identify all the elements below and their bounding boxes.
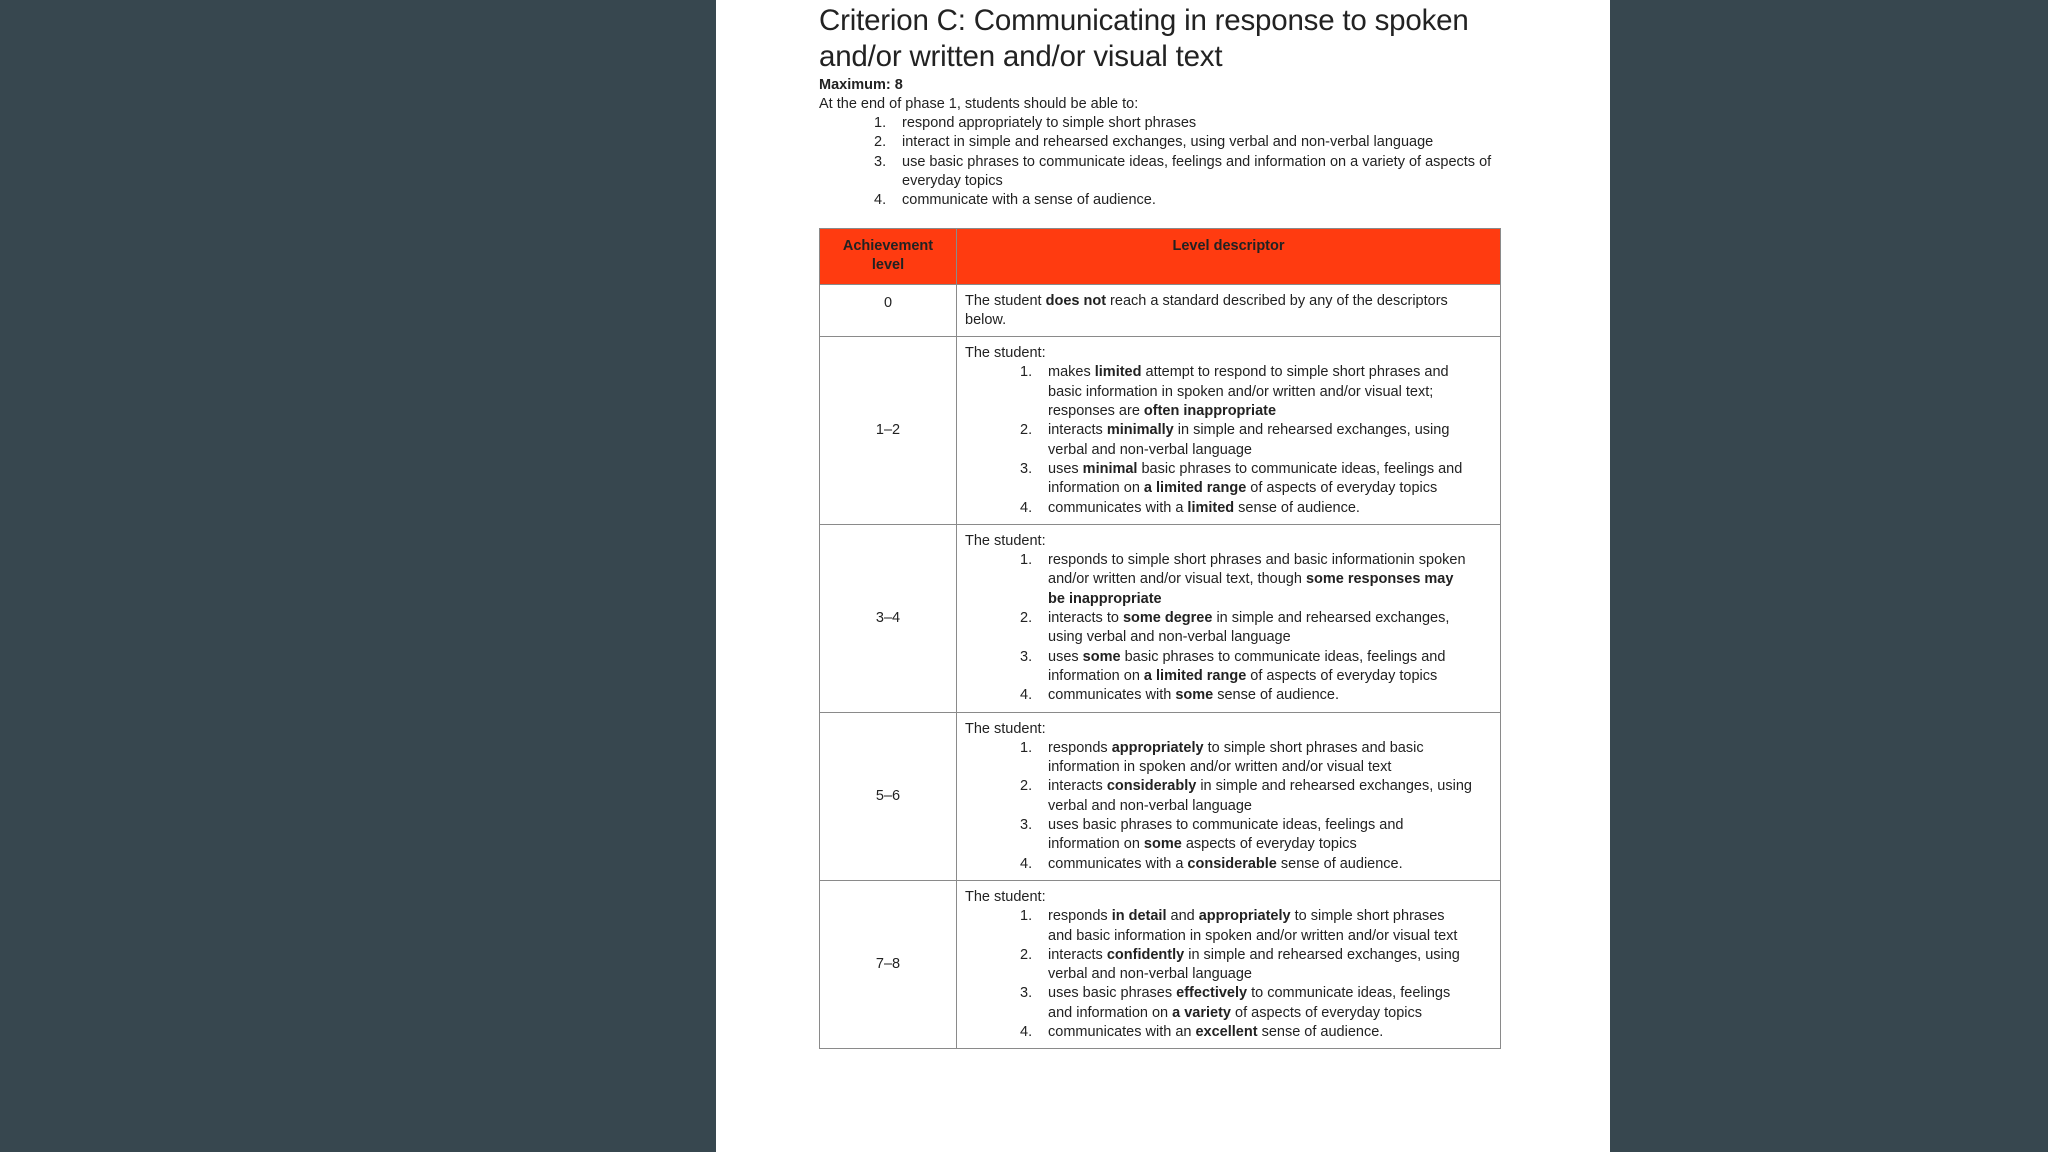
descriptor-text: The student (965, 292, 1046, 309)
rubric-row-7-8 (820, 880, 1501, 1048)
descriptor-text: uses basic phrases to communicate ideas, feelings and information on (1048, 817, 1404, 853)
descriptor-text: to simple short phrases and basic information in spoken and/or written and/or visual text (1048, 739, 1424, 776)
descriptor-item (965, 609, 1492, 648)
maximum-score: Maximum: 8 (819, 77, 903, 93)
rubric-row-3-4 (820, 524, 1501, 712)
achievement-level: 1–2 (820, 337, 957, 525)
objective-number: 2. (874, 134, 887, 151)
objective-number: 4. (874, 192, 887, 209)
descriptor-emphasis: a limited range (1143, 480, 1247, 497)
descriptor-number: 3. (1020, 985, 1033, 1002)
criterion-title: Criterion C: Communicating in response to spoken and/or written and/or visual text (819, 4, 1469, 73)
descriptor-lead: The student: (965, 345, 1046, 362)
level-descriptor-header: Level descriptor (957, 229, 1501, 285)
descriptor-number: 4. (1020, 1023, 1033, 1040)
descriptor-list (965, 363, 1492, 517)
descriptor-emphasis: excellent (1195, 1023, 1258, 1040)
descriptor-text: interacts (1048, 778, 1107, 795)
descriptor-lead: The student: (965, 720, 1046, 737)
descriptor-text: in simple and rehearsed exchanges, using verbal and non-verbal language (1048, 422, 1450, 458)
level-descriptor (957, 524, 1501, 712)
descriptor-item (965, 551, 1492, 609)
descriptor-text: communicates with a (1048, 499, 1188, 516)
descriptor-number: 4. (1020, 687, 1033, 704)
objective-number: 1. (874, 115, 887, 131)
descriptor-text: communicates with (1048, 687, 1176, 704)
level-descriptor (957, 712, 1501, 880)
descriptor-emphasis: often inappropriate (1143, 403, 1277, 420)
objective-item (819, 133, 1509, 152)
rubric-row-5-6 (820, 712, 1501, 880)
descriptor-text: uses (1048, 460, 1083, 477)
descriptor-item (965, 460, 1492, 499)
descriptor-number: 2. (1020, 778, 1033, 795)
descriptor-text: sense of audience. (1276, 855, 1403, 872)
descriptor-emphasis: considerably (1106, 778, 1197, 795)
descriptor-item (965, 907, 1492, 946)
descriptor-number: 2. (1020, 422, 1033, 439)
descriptor-item (965, 648, 1492, 687)
rubric-row-0 (820, 284, 1501, 337)
descriptor-text: responds (1048, 908, 1112, 925)
descriptor-text: interacts (1048, 422, 1107, 439)
descriptor-text: sense of audience. (1234, 499, 1360, 516)
descriptor-text: reach a standard described by any of the descriptors below. (965, 292, 1448, 328)
objective-item (819, 191, 1509, 210)
descriptor-list (965, 551, 1492, 705)
objective-text: communicate with a sense of audience. (902, 192, 1156, 209)
descriptor-emphasis: limited (1187, 499, 1235, 516)
descriptor-emphasis: some responses may be inappropriate (1048, 571, 1454, 607)
descriptor-item (965, 816, 1492, 855)
descriptor-text: of aspects of everyday topics (1231, 1004, 1423, 1021)
achievement-level: 7–8 (820, 880, 957, 1048)
descriptor-emphasis: does not (1045, 292, 1107, 309)
descriptor-text: interacts to (1048, 610, 1123, 627)
descriptor-item (965, 686, 1492, 705)
descriptor-number: 3. (1020, 817, 1033, 834)
descriptor-emphasis: a variety (1172, 1004, 1231, 1021)
descriptor-text: makes (1048, 364, 1095, 381)
descriptor-emphasis: some (1175, 687, 1214, 704)
descriptor-emphasis: confidently (1106, 946, 1185, 963)
descriptor-item (965, 855, 1492, 874)
level-descriptor (957, 284, 1501, 337)
descriptor-text: of aspects of everyday topics (1246, 480, 1438, 497)
descriptor-emphasis: some (1082, 648, 1121, 665)
descriptor-text: attempt to respond to simple short phrases and basic information in spoken and/or written and/or visual text; responses are (1048, 364, 1449, 420)
objectives-list (819, 114, 1509, 210)
achievement-level-header: Achievement level (820, 229, 957, 285)
descriptor-item (965, 1023, 1492, 1042)
descriptor-emphasis: minimally (1106, 422, 1174, 439)
descriptor-text: in simple and rehearsed exchanges, using verbal and non-verbal language (1048, 610, 1450, 646)
rubric-row-1-2 (820, 337, 1501, 525)
objective-text: respond appropriately to simple short phrases (902, 115, 1197, 131)
descriptor-text: in simple and rehearsed exchanges, using verbal and non-verbal language (1048, 946, 1460, 983)
achievement-level: 3–4 (820, 524, 957, 712)
descriptor-list (965, 739, 1492, 874)
objective-text: interact in simple and rehearsed exchanges, using verbal and non-verbal language (902, 134, 1434, 151)
level-descriptor (957, 880, 1501, 1048)
descriptor-text: sense of audience. (1213, 687, 1339, 704)
descriptor-emphasis: appropriately (1198, 908, 1291, 925)
descriptor-item (965, 739, 1492, 778)
descriptor-text: uses basic phrases (1048, 985, 1177, 1002)
descriptor-number: 3. (1020, 648, 1033, 665)
descriptor-text: aspects of everyday topics (1181, 836, 1357, 853)
document-page (716, 0, 1610, 1152)
descriptor-emphasis: some degree (1122, 610, 1213, 627)
objective-item (819, 114, 1509, 133)
descriptor-number: 1. (1020, 908, 1033, 925)
descriptor-text: communicates with a (1048, 855, 1188, 872)
objective-number: 3. (874, 153, 887, 170)
descriptor-emphasis: some (1143, 836, 1182, 853)
descriptor-item (965, 984, 1492, 1023)
achievement-level: 0 (820, 284, 957, 337)
descriptor-item (965, 499, 1492, 518)
document-content (819, 0, 1509, 1040)
descriptor-text: in simple and rehearsed exchanges, using verbal and non-verbal language (1048, 778, 1472, 814)
intro-text: At the end of phase 1, students should be able to: (819, 96, 1139, 112)
descriptor-emphasis: considerable (1187, 855, 1277, 872)
descriptor-list (965, 907, 1492, 1042)
descriptor-emphasis: limited (1094, 364, 1142, 381)
descriptor-number: 2. (1020, 610, 1033, 627)
descriptor-text: uses (1048, 648, 1083, 665)
descriptor-lead: The student: (965, 888, 1046, 905)
descriptor-number: 3. (1020, 460, 1033, 477)
rubric-table (819, 228, 1501, 1049)
descriptor-text: basic phrases to communicate ideas, feelings and information on (1048, 460, 1463, 497)
descriptor-number: 4. (1020, 855, 1033, 872)
descriptor-text: to communicate ideas, feelings and information on (1048, 985, 1451, 1021)
descriptor-number: 2. (1020, 946, 1033, 963)
descriptor-number: 1. (1020, 552, 1033, 569)
level-descriptor (957, 337, 1501, 525)
descriptor-text: interacts (1048, 946, 1107, 963)
descriptor-text: responds to simple short phrases and basic informationin spoken and/or written and/or visual text, though (1048, 552, 1466, 588)
objective-item (819, 153, 1509, 192)
descriptor-lead: The student: (965, 532, 1046, 549)
descriptor-text: sense of audience. (1257, 1023, 1384, 1040)
descriptor-text: and (1166, 908, 1199, 925)
descriptor-item (965, 363, 1492, 421)
descriptor-text: responds (1048, 739, 1112, 756)
descriptor-item (965, 421, 1492, 460)
rubric-header-row (820, 229, 1501, 285)
descriptor-number: 1. (1020, 739, 1033, 756)
descriptor-number: 4. (1020, 499, 1033, 516)
achievement-level: 5–6 (820, 712, 957, 880)
objective-text: use basic phrases to communicate ideas, feelings and information on a variety of aspects of everyday topics (902, 153, 1492, 189)
descriptor-emphasis: in detail (1111, 908, 1167, 925)
descriptor-emphasis: a limited range (1143, 667, 1247, 684)
descriptor-item (965, 946, 1492, 985)
descriptor-item (965, 777, 1492, 816)
descriptor-text: to simple short phrases and basic information in spoken and/or written and/or visual text (1048, 908, 1458, 944)
descriptor-emphasis: appropriately (1111, 739, 1204, 756)
descriptor-number: 1. (1020, 364, 1033, 381)
descriptor-emphasis: effectively (1176, 985, 1248, 1002)
descriptor-text: basic phrases to communicate ideas, feelings and information on (1048, 648, 1446, 684)
descriptor-emphasis: minimal (1082, 460, 1138, 477)
descriptor-text: communicates with an (1048, 1023, 1196, 1040)
descriptor-text: of aspects of everyday topics (1246, 667, 1438, 684)
